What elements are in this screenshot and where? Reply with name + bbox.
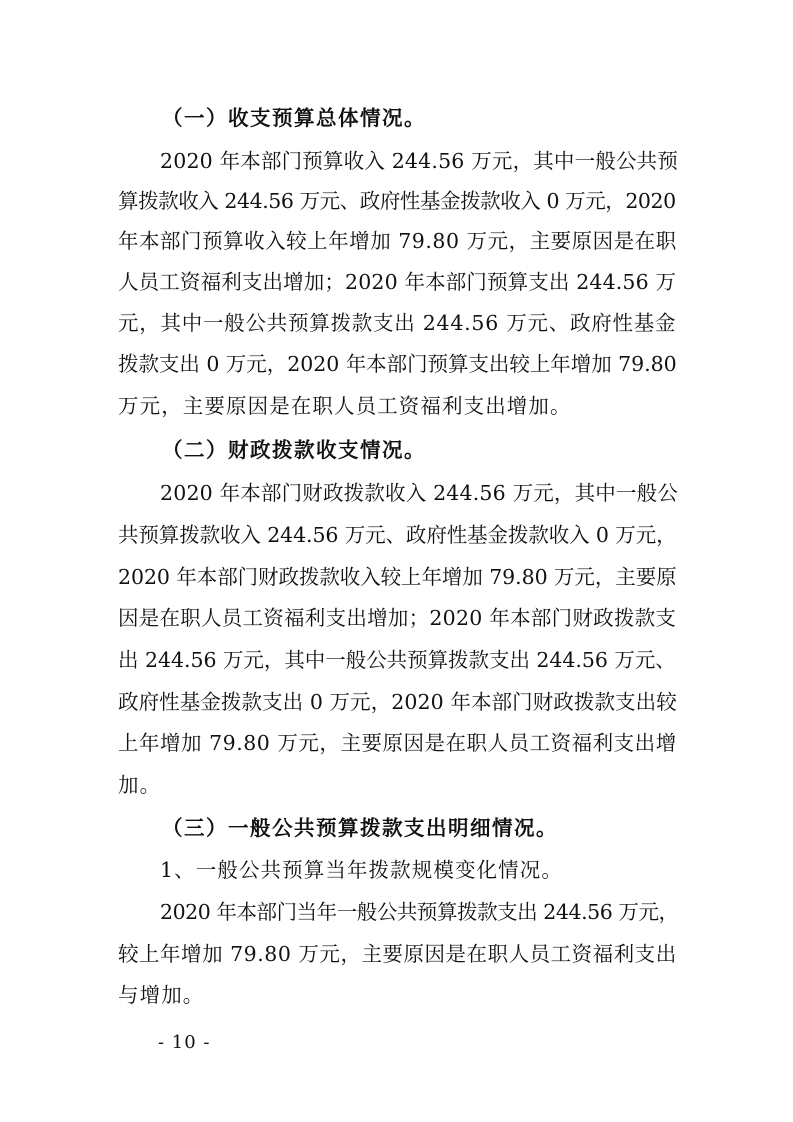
body-text-line: 万元，主要原因是在职人员工资福利支出增加。 [118,394,572,418]
body-text-line: 2020 年本部门当年一般公共预算拨款支出 244.56 万元， [160,900,679,924]
body-text-line: 元，其中一般公共预算拨款支出 244.56 万元、政府性基金 [118,311,677,335]
body-text-line: 2020 年本部门财政拨款收入较上年增加 79.80 万元，主要原 [118,565,677,589]
body-text-line: 较上年增加 79.80 万元，主要原因是在职人员工资福利支出 [118,942,677,966]
section-heading: （二）财政拨款收支情况。 [162,438,426,462]
body-text-line: 拨款支出 0 万元，2020 年本部门预算支出较上年增加 79.80 [118,352,677,376]
body-text-line: 与增加。 [118,983,205,1007]
body-text-line: 政府性基金拨款支出 0 万元，2020 年本部门财政拨款支出较 [118,690,677,714]
body-text-line: 人员工资福利支出增加；2020 年本部门预算支出 244.56 万 [118,270,677,294]
section-heading: （三）一般公共预算拨款支出明细情况。 [162,816,558,840]
body-text-line: 出 244.56 万元，其中一般公共预算拨款支出 244.56 万元、 [118,648,676,672]
body-text-line: 上年增加 79.80 万元，主要原因是在职人员工资福利支出增 [118,731,677,755]
subsection-heading: 1、一般公共预算当年拨款规模变化情况。 [160,858,563,882]
body-text-line: 2020 年本部门财政拨款收入 244.56 万元，其中一般公 [160,481,678,505]
body-text-line: 算拨款收入 244.56 万元、政府性基金拨款收入 0 万元，2020 [118,189,676,213]
body-text-line: 共预算拨款收入 244.56 万元、政府性基金拨款收入 0 万元， [118,523,677,547]
body-text-line: 年本部门预算收入较上年增加 79.80 万元，主要原因是在职 [118,229,677,253]
section-heading: （一）收支预算总体情况。 [162,106,426,130]
body-text-line: 2020 年本部门预算收入 244.56 万元，其中一般公共预 [160,149,678,173]
body-text-line: 加。 [118,773,162,797]
page-number: - 10 - [158,1032,211,1053]
body-text-line: 因是在职人员工资福利支出增加；2020 年本部门财政拨款支 [118,606,677,630]
